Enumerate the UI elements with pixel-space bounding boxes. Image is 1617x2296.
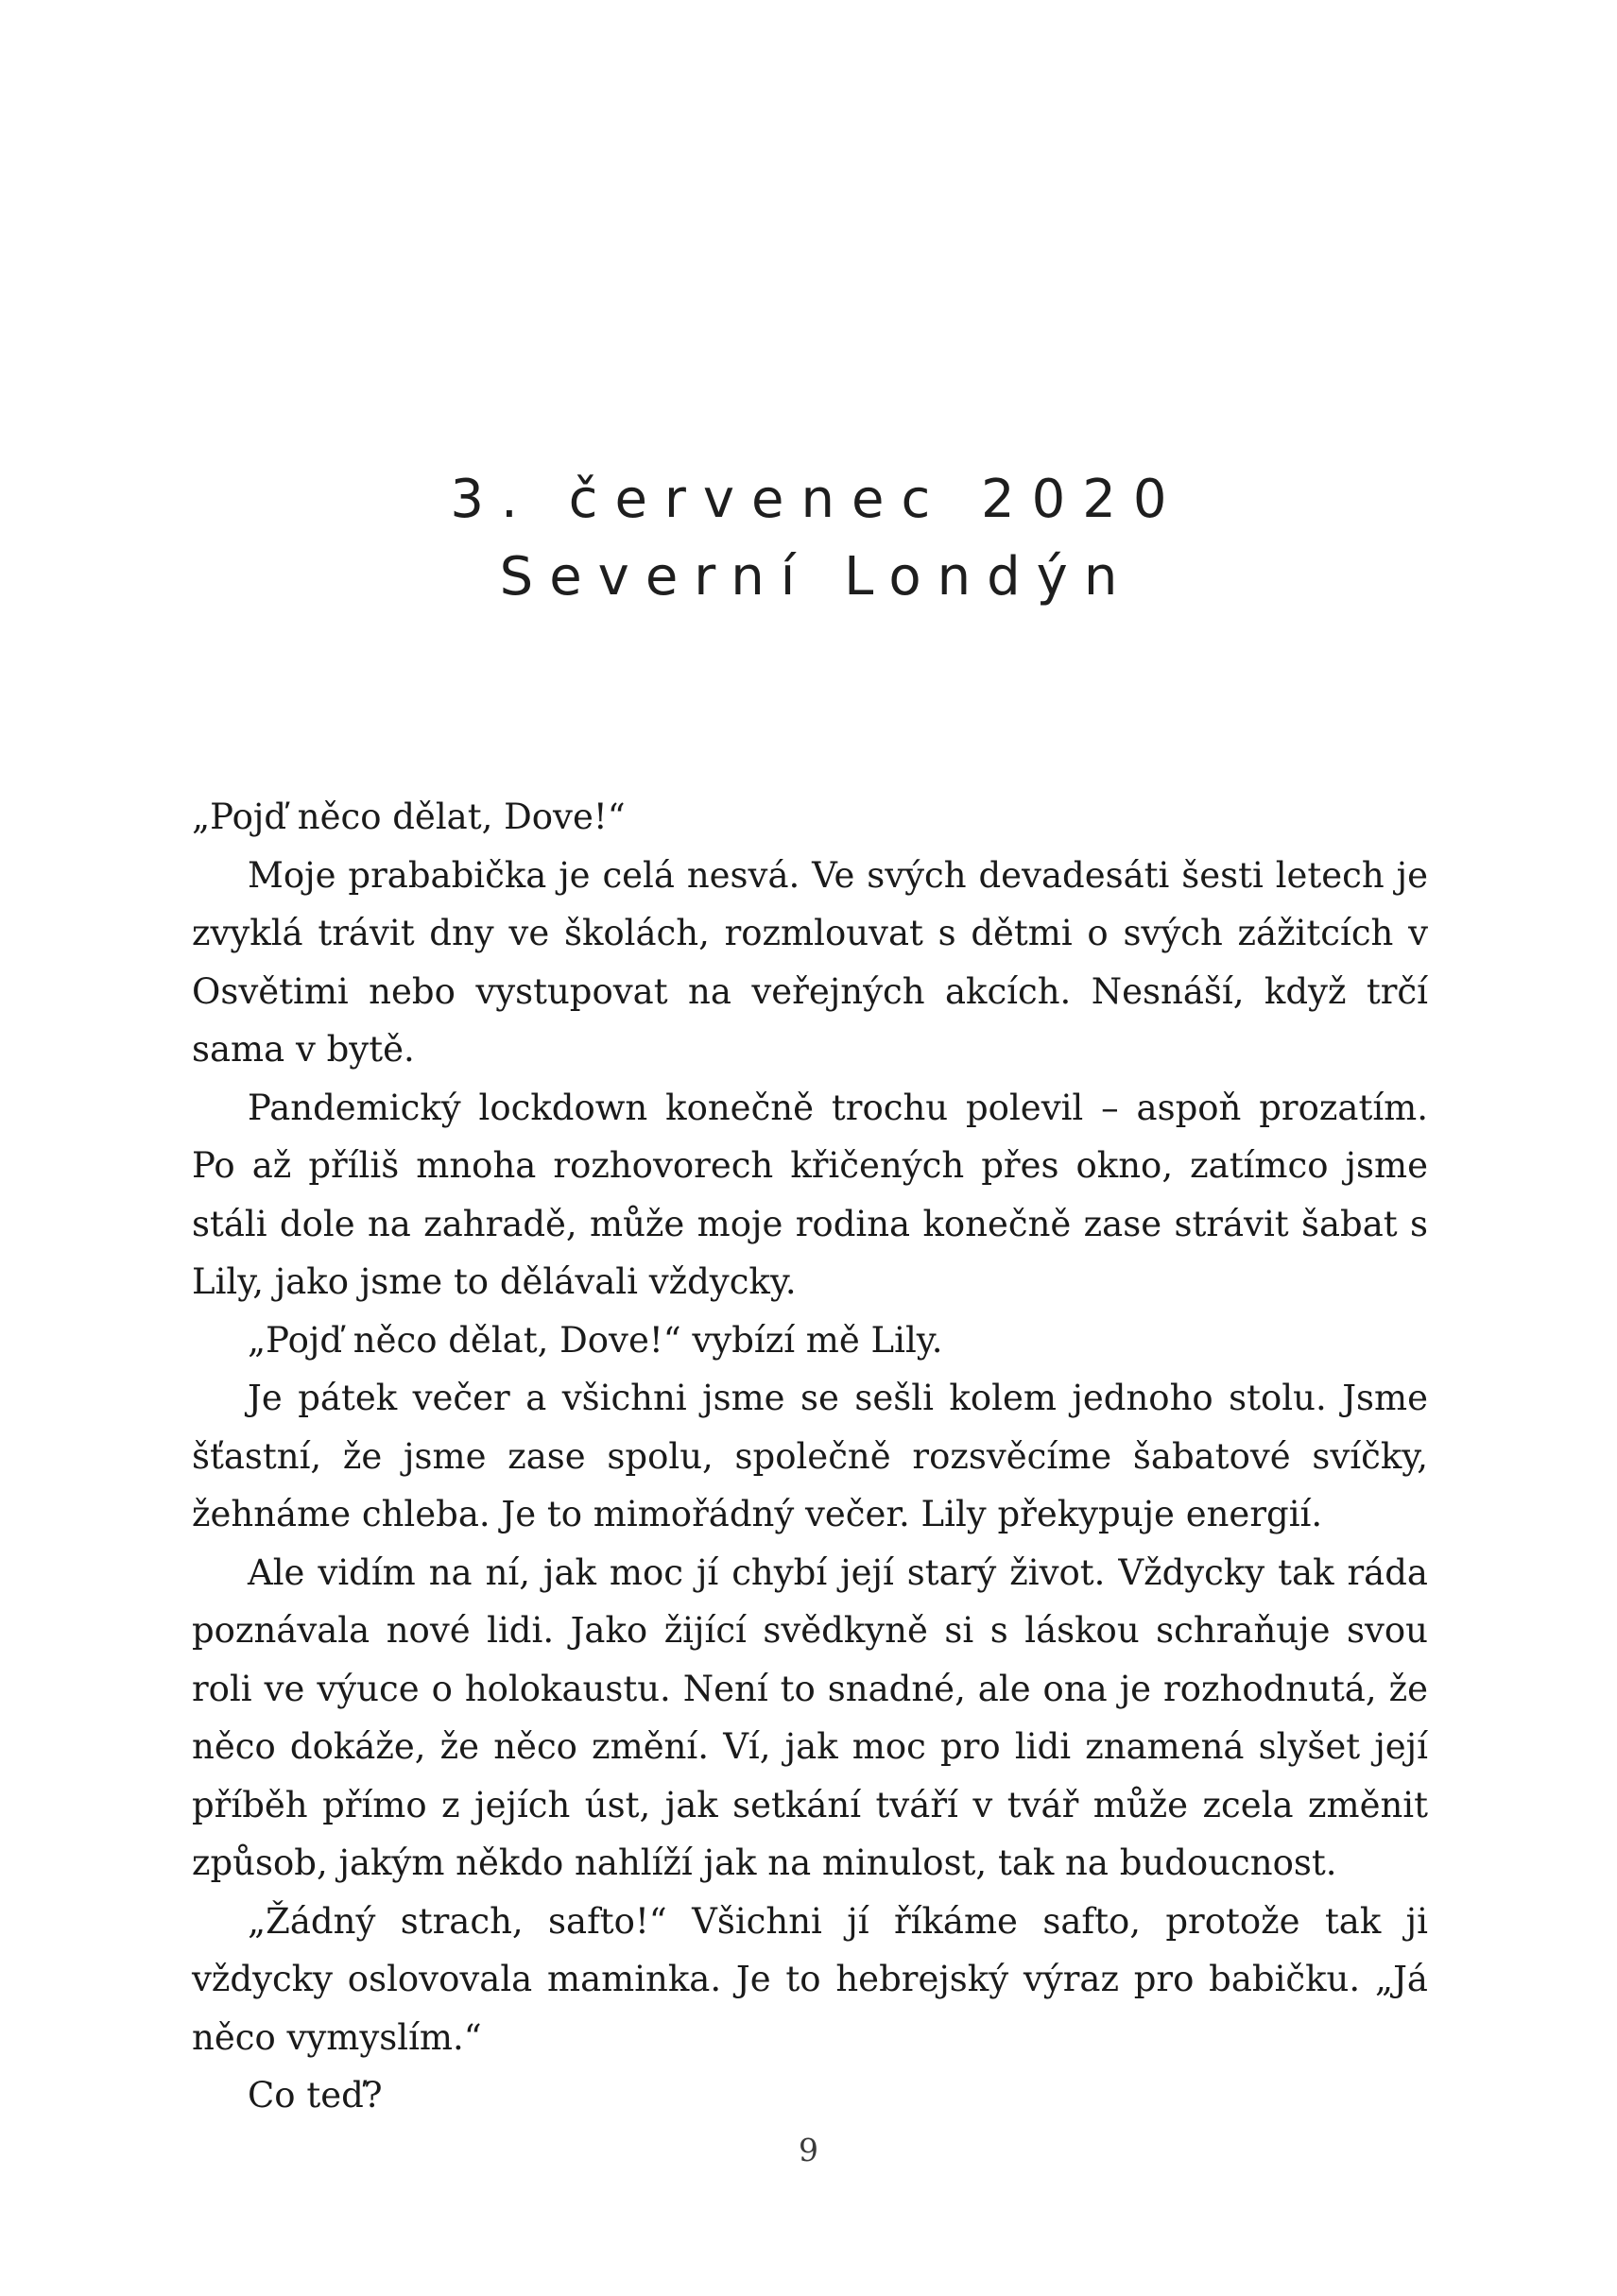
paragraph: Je pátek večer a všichni jsme se sešli kolem jednoho stolu. Jsme šťastní, že jsme zase spolu, společně rozsvěcíme šabatové svíčky, žehnáme chleba. Je to mimořádný večer. Lily překypuje energií.: [192, 1378, 1428, 1534]
page-number: 9: [799, 2132, 818, 2168]
chapter-body: [192, 788, 1428, 2125]
chapter-heading: [0, 461, 1617, 616]
paragraph: „Žádný strach, safto!“ Všichni jí říkáme safto, protože tak ji vždycky oslovovala maminka. Je to hebrejský výraz pro babičku. „Já něco vymyslím.“: [192, 1900, 1428, 2058]
paragraph: Co teď?: [248, 2075, 383, 2116]
paragraph: „Pojď něco dělat, Dove!“: [192, 797, 626, 837]
chapter-place: Severní Londýn: [499, 546, 1134, 608]
paragraph: „Pojď něco dělat, Dove!“ vybízí mě Lily.: [248, 1319, 943, 1361]
paragraph: Pandemický lockdown konečně trochu polevil – aspoň prozatím. Po až příliš mnoha rozhovorech křičených přes okno, zatímco jsme stáli dole na zahradě, může moje rodina konečně zase strávit šabat s Lily, jako jsme to dělávali vždycky.: [192, 1087, 1428, 1302]
paragraph: Ale vidím na ní, jak moc jí chybí její starý život. Vždycky tak ráda poznávala nové lidi. Jako žijící svědkyně si s láskou schraňuje svou roli ve výuce o holokaustu. Není to snadné, ale ona je rozhodnutá, že něco dokáže, že něco změní. Ví, jak moc pro lidi znamená slyšet její příběh přímo z jejích úst, jak setkání tváří v tvář může zcela změnit způsob, jakým někdo nahlíží jak na minulost, tak na budoucnost.: [192, 1551, 1428, 1883]
paragraph: Moje prababička je celá nesvá. Ve svých devadesáti šesti letech je zvyklá trávit dny ve školách, rozmlouvat s dětmi o svých zážitcích v Osvětimi nebo vystupovat na veřejných akcích. Nesnáší, když trčí sama v bytě.: [192, 854, 1428, 1070]
chapter-date: 3. červenec 2020: [450, 469, 1184, 530]
